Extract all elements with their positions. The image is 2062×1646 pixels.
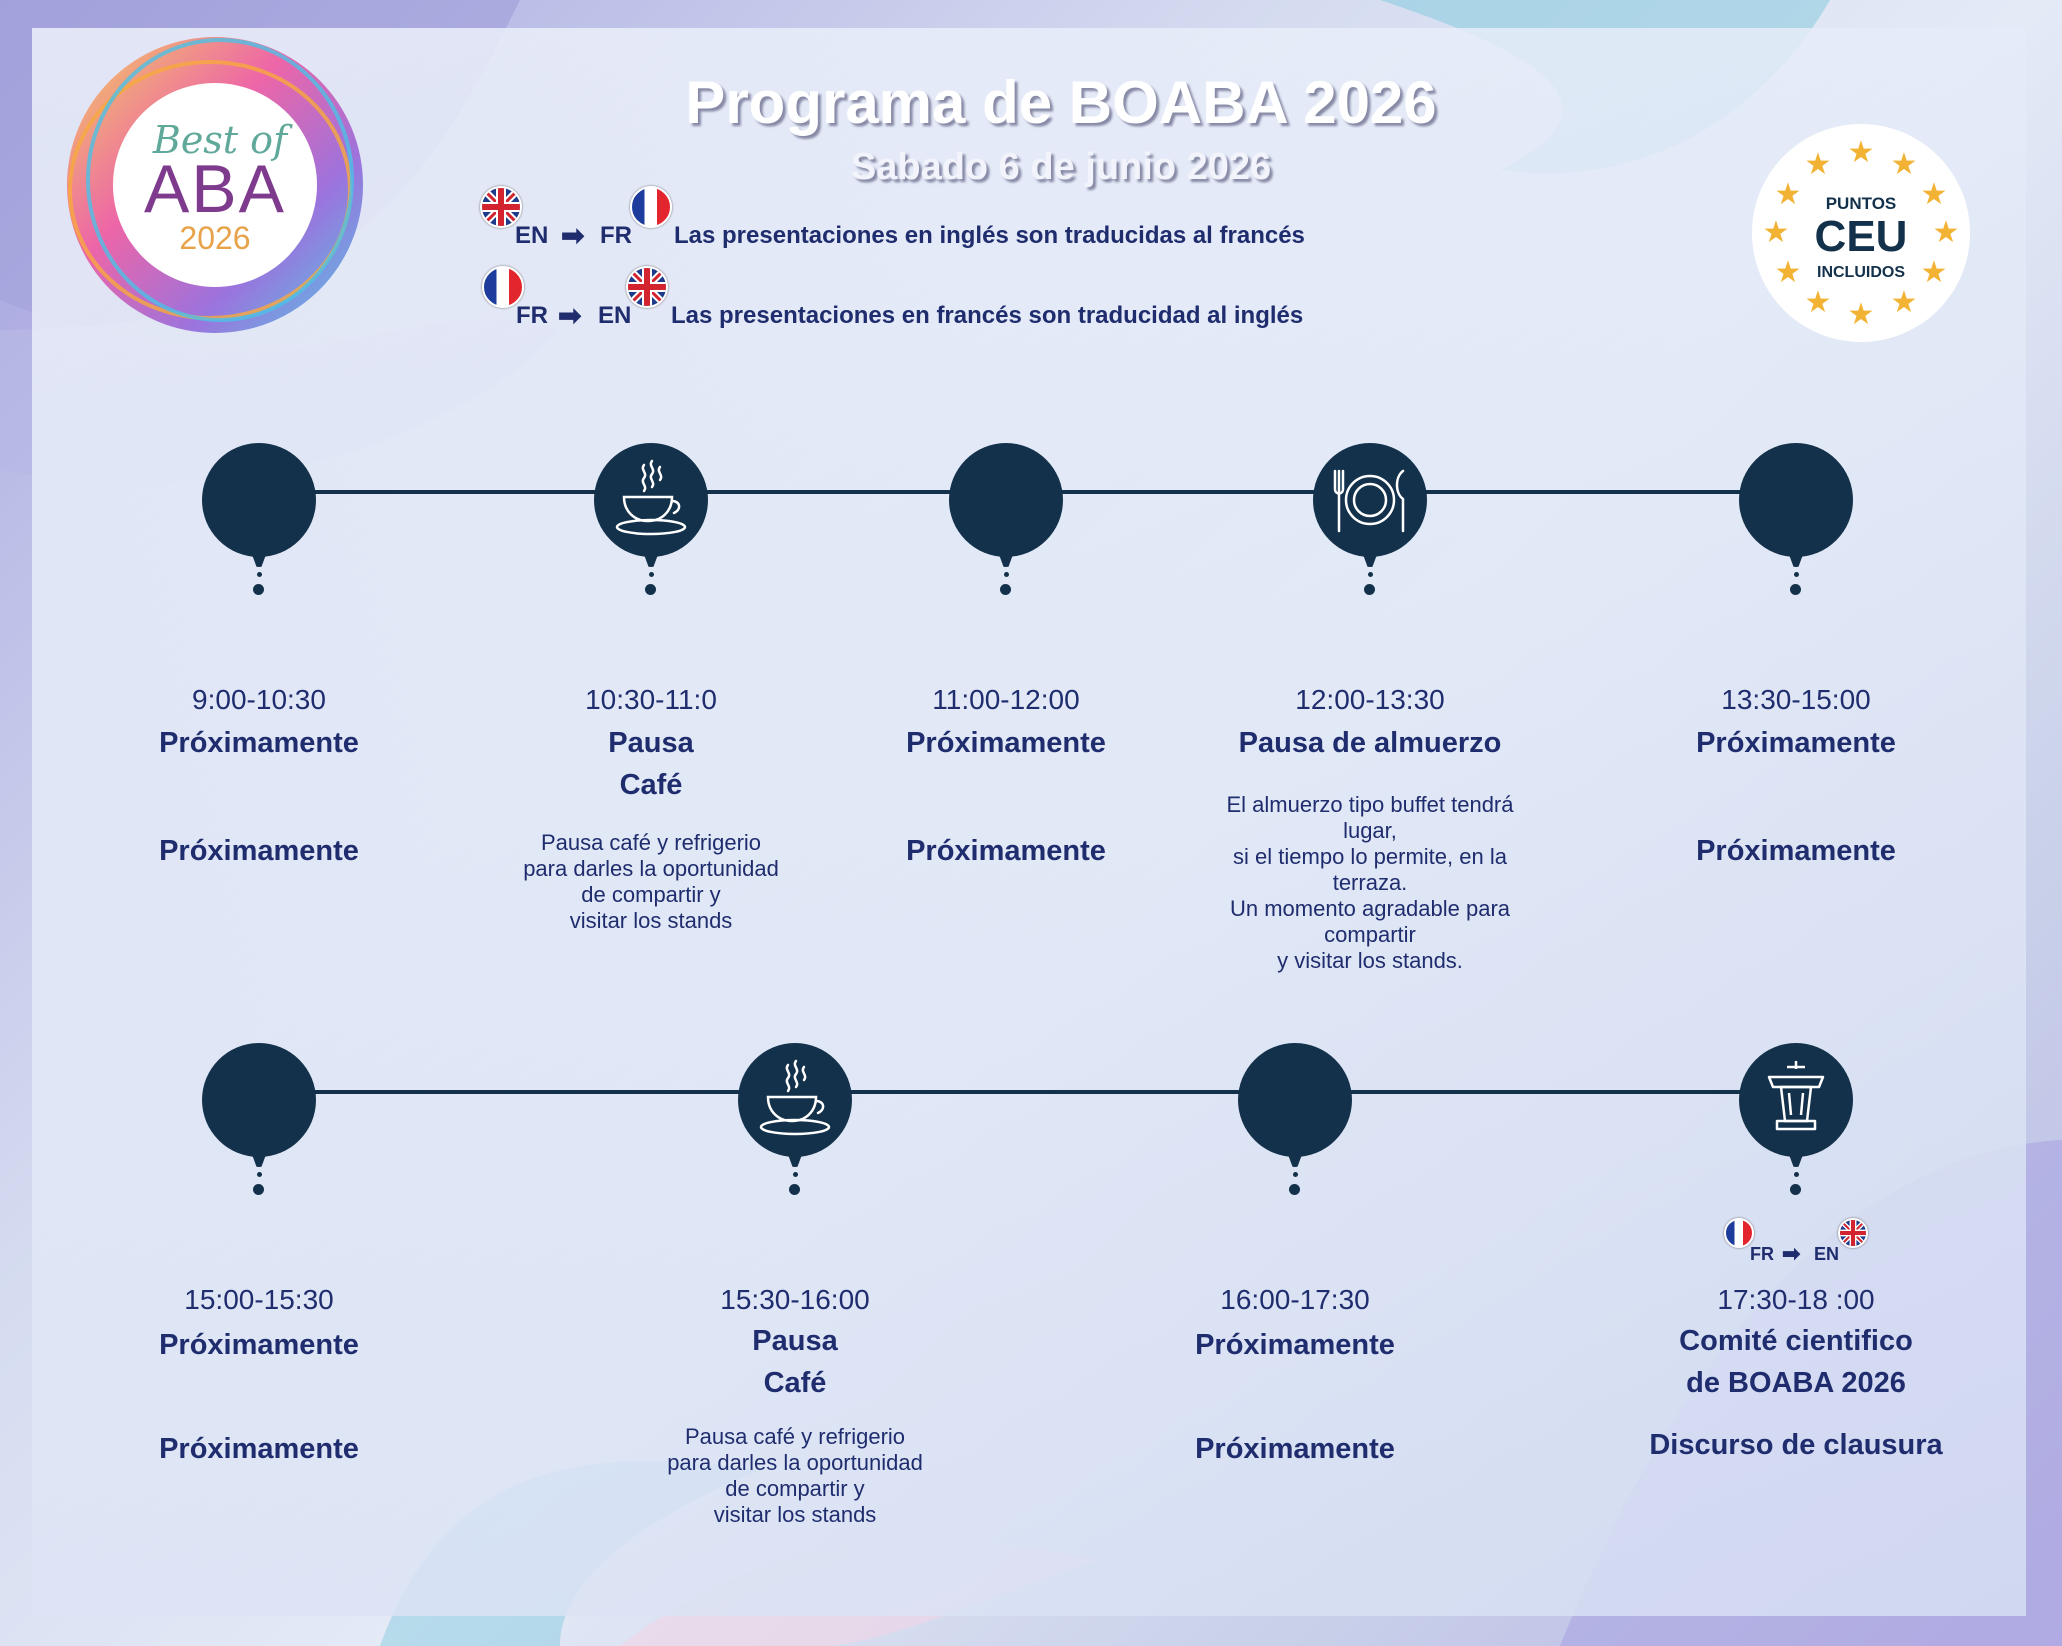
session-title: Próximamente <box>1696 727 1896 759</box>
timeline-node-podium <box>1739 1043 1853 1157</box>
connector-dots <box>1793 560 1799 595</box>
svg-text:★: ★ <box>1932 215 1960 250</box>
session-title: Pausa <box>752 1325 838 1357</box>
timeline-node <box>202 443 316 557</box>
uk-flag-icon <box>1838 1218 1868 1248</box>
connector-dots <box>256 1160 262 1195</box>
session-desc-line: de compartir y <box>725 1476 865 1501</box>
connector-dots <box>1292 1160 1298 1195</box>
session-desc-line: visitar los stands <box>569 908 733 933</box>
connector-dots <box>1367 560 1373 595</box>
svg-text:★: ★ <box>1890 285 1918 320</box>
connector-dots <box>256 560 262 595</box>
session-time: 10:30-11:0 <box>585 684 717 715</box>
session-desc-line: compartir <box>1324 922 1416 947</box>
plate-cutlery-icon <box>1313 443 1427 557</box>
logo-script-text: Best of <box>152 118 288 162</box>
timeline-line-row2 <box>258 1090 1796 1094</box>
svg-text:★: ★ <box>1774 255 1802 290</box>
session-time: 9:00-10:30 <box>192 684 326 715</box>
timeline-node-coffee <box>594 443 708 557</box>
coffee-cup-icon <box>594 443 708 557</box>
session-title-line2: de BOABA 2026 <box>1686 1367 1906 1399</box>
session-subtitle: Discurso de clausura <box>1649 1429 1943 1461</box>
session-desc-line: Un momento agradable para <box>1229 896 1511 921</box>
svg-text:★: ★ <box>1847 297 1875 332</box>
arrow-right-icon: ➡ <box>561 220 585 251</box>
coffee-cup-icon <box>738 1043 852 1157</box>
session-card <box>1125 1284 1465 1472</box>
session-subtitle: Próximamente <box>1195 1433 1395 1465</box>
connector-dots <box>648 560 654 595</box>
session-desc-line: para darles la oportunidad <box>667 1450 923 1475</box>
timeline-node-lunch <box>1313 443 1427 557</box>
session-card-coffee <box>625 1284 965 1528</box>
session-time: 12:00-13:30 <box>1295 684 1445 715</box>
session-title: Pausa <box>608 727 694 759</box>
svg-text:★: ★ <box>1847 135 1875 170</box>
session-title: Próximamente <box>906 727 1106 759</box>
lang-to: FR <box>600 222 632 249</box>
session-desc-line: Pausa café y refrigerio <box>684 1424 906 1449</box>
ceu-main-text: CEU <box>1814 212 1908 261</box>
session-time: 11:00-12:00 <box>932 684 1080 715</box>
france-flag-icon <box>630 186 672 228</box>
session-subtitle: Próximamente <box>906 835 1106 867</box>
session-desc-line: de compartir y <box>581 882 721 907</box>
translation-note-fr-en: Las presentaciones en francés son traducidad al inglés <box>671 302 1304 329</box>
session-subtitle: Próximamente <box>159 1433 359 1465</box>
svg-text:★: ★ <box>1890 147 1918 182</box>
connector-dots <box>1793 1160 1799 1195</box>
session-title-line2: Café <box>763 1367 827 1399</box>
session-card <box>1626 684 1966 874</box>
lang-from: FR <box>516 302 548 329</box>
session-card <box>836 684 1176 874</box>
arrow-right-icon: ➡ <box>558 300 582 331</box>
connector-dots <box>1003 560 1009 595</box>
podium-icon <box>1739 1043 1853 1157</box>
ceu-badge <box>1752 124 1970 342</box>
session-desc-line: para darles la oportunidad <box>523 856 779 881</box>
timeline-node-coffee <box>738 1043 852 1157</box>
session-title: Próximamente <box>159 727 359 759</box>
session-time: 15:30-16:00 <box>720 1284 870 1315</box>
session-time: 17:30-18 :00 <box>1717 1284 1875 1315</box>
session-title: Próximamente <box>159 1329 359 1361</box>
session-desc-line: si el tiempo lo permite, en la <box>1233 844 1507 869</box>
svg-text:★: ★ <box>1920 177 1948 212</box>
session-card-closing <box>1626 1284 1966 1468</box>
session-title: Pausa de almuerzo <box>1238 727 1502 759</box>
session-desc-line: visitar los stands <box>713 1502 877 1527</box>
lang-to: EN <box>598 302 632 329</box>
svg-text:★: ★ <box>1804 147 1832 182</box>
ceu-top-text: PUNTOS <box>1825 194 1897 213</box>
session-time: 13:30-15:00 <box>1721 684 1871 715</box>
connector-dots <box>792 1160 798 1195</box>
session-subtitle: Próximamente <box>159 835 359 867</box>
session-card <box>89 1284 429 1472</box>
page-subtitle: Sabado 6 de junio 2026 <box>850 146 1272 188</box>
session-subtitle: Próximamente <box>1696 835 1896 867</box>
lang-to: EN <box>1814 1244 1840 1264</box>
session-title-line2: Café <box>619 769 683 801</box>
lang-from: FR <box>1750 1244 1774 1264</box>
session-card-lunch <box>1200 684 1540 974</box>
session-desc-line: y visitar los stands. <box>1277 948 1463 973</box>
session-title: Próximamente <box>1195 1329 1395 1361</box>
svg-text:★: ★ <box>1920 255 1948 290</box>
lang-from: EN <box>515 222 549 249</box>
session-desc-line: El almuerzo tipo buffet tendrá <box>1226 792 1514 817</box>
logo-year: 2026 <box>179 220 251 256</box>
session-time: 16:00-17:30 <box>1220 1284 1370 1315</box>
timeline-node <box>1739 443 1853 557</box>
session-desc-line: lugar, <box>1343 818 1397 843</box>
translation-note-en-fr: Las presentaciones en inglés son traducidas al francés <box>674 222 1305 249</box>
session-title: Comité cientifico <box>1679 1325 1913 1357</box>
svg-text:★: ★ <box>1762 215 1790 250</box>
timeline-node <box>949 443 1063 557</box>
logo-main-text: ABA <box>143 151 287 227</box>
timeline-node <box>1238 1043 1352 1157</box>
uk-flag-icon <box>626 266 668 308</box>
session-card-coffee <box>481 684 821 934</box>
session-desc-line: terraza. <box>1332 870 1408 895</box>
session-card <box>89 684 429 874</box>
ceu-bottom-text: INCLUIDOS <box>1817 264 1905 281</box>
timeline-node <box>202 1043 316 1157</box>
arrow-right-icon: ➡ <box>1782 1241 1801 1266</box>
page-title: Programa de BOABA 2026 <box>685 69 1437 136</box>
svg-text:★: ★ <box>1774 177 1802 212</box>
svg-text:★: ★ <box>1804 285 1832 320</box>
session-desc-line: Pausa café y refrigerio <box>540 830 762 855</box>
session-time: 15:00-15:30 <box>184 1284 334 1315</box>
